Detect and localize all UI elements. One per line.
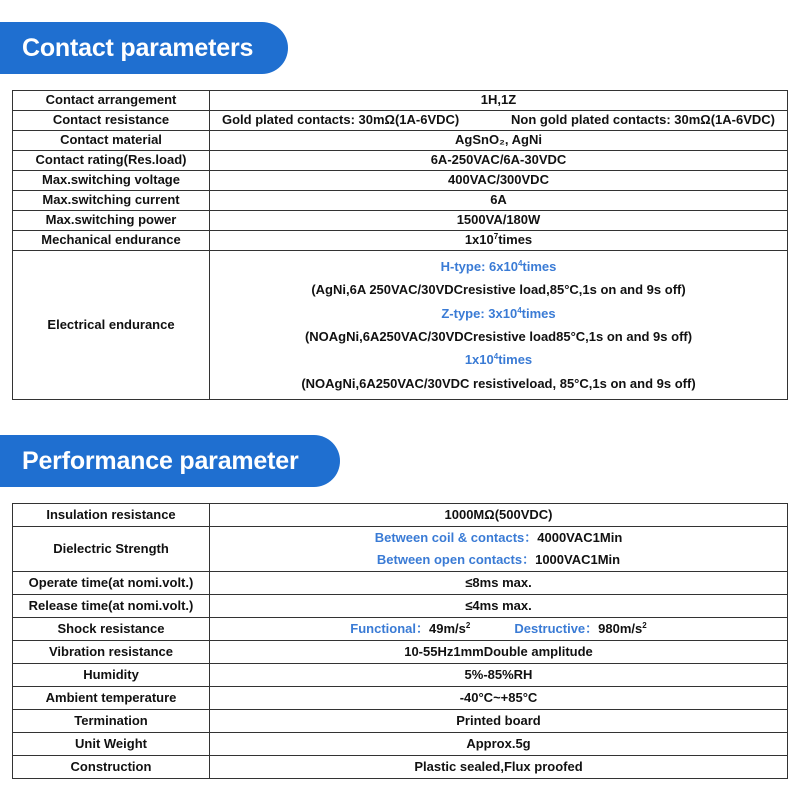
table-row	[13, 618, 788, 641]
row-label: Max.switching voltage	[13, 171, 210, 191]
row-label: Contact resistance	[13, 111, 210, 131]
table-row	[13, 572, 788, 595]
table-row	[13, 231, 788, 251]
table-row	[13, 756, 788, 779]
contact-parameters-table	[12, 90, 788, 400]
row-value: AgSnO₂, AgNi	[210, 131, 788, 151]
row-label: Contact rating(Res.load)	[13, 151, 210, 171]
row-value: 6A-250VAC/6A-30VDC	[210, 151, 788, 171]
row-value: 1000MΩ(500VDC)	[210, 504, 788, 527]
no-type-conditions: (NOAgNi,6A250VAC/30VDC resistiveload, 85°C,1s on and 9s off)	[301, 375, 696, 391]
performance-parameter-heading: Performance parameter	[0, 435, 340, 487]
mechanical-unit: times	[498, 232, 533, 248]
coil-contacts-line: Between coil & contacts：4000VAC1Min	[374, 530, 623, 545]
mechanical-exponent: 7	[493, 232, 499, 242]
gold-contact-resistance: Gold plated contacts: 30mΩ(1A-6VDC)	[222, 112, 460, 128]
table-row	[13, 211, 788, 231]
table-row	[13, 131, 788, 151]
table-row	[13, 504, 788, 527]
row-label: Construction	[13, 756, 210, 779]
row-label: Operate time(at nomi.volt.)	[13, 572, 210, 595]
table-row	[13, 687, 788, 710]
row-label: Release time(at nomi.volt.)	[13, 595, 210, 618]
row-value: Approx.5g	[210, 733, 788, 756]
table-row	[13, 710, 788, 733]
row-value: 1500VA/180W	[210, 211, 788, 231]
h-type-conditions: (AgNi,6A 250VAC/30VDCresistive load,85°C,1s on and 9s off)	[311, 282, 686, 298]
table-row	[13, 733, 788, 756]
row-label: Contact material	[13, 131, 210, 151]
row-label: Max.switching power	[13, 211, 210, 231]
row-label: Mechanical endurance	[13, 231, 210, 251]
row-value: 10-55Hz1mmDouble amplitude	[210, 641, 788, 664]
row-value: Plastic sealed,Flux proofed	[210, 756, 788, 779]
table-row	[13, 251, 788, 400]
table-row	[13, 527, 788, 572]
row-value: -40°C~+85°C	[210, 687, 788, 710]
table-row	[13, 191, 788, 211]
row-value: 5%-85%RH	[210, 664, 788, 687]
table-row	[13, 641, 788, 664]
row-label: Contact arrangement	[13, 91, 210, 111]
contact-parameters-heading: Contact parameters	[0, 22, 288, 74]
table-row	[13, 595, 788, 618]
z-type-line: Z-type: $3x10^4times$	[441, 305, 556, 321]
mechanical-base: 1x10	[464, 232, 494, 248]
non-gold-contact-resistance: Non gold plated contacts: 30mΩ(1A-6VDC)	[511, 112, 775, 128]
row-label: Termination	[13, 710, 210, 733]
row-label: Electrical endurance	[13, 251, 210, 400]
row-label: Humidity	[13, 664, 210, 687]
h-type-line: H-type: $6x10^4times$	[440, 259, 557, 275]
row-value	[210, 527, 788, 572]
shock-destructive: Destructive：$980m/s^2$	[514, 620, 647, 636]
row-value	[210, 231, 788, 251]
row-value	[210, 618, 788, 641]
shock-functional: Functional：$49m/s^2$	[350, 620, 471, 636]
open-contacts-line: Between open contacts：1000VAC1Min	[376, 552, 621, 567]
row-value	[210, 251, 788, 400]
row-value: Printed board	[210, 710, 788, 733]
performance-parameter-table	[12, 503, 788, 779]
row-label: Ambient temperature	[13, 687, 210, 710]
row-label: Unit Weight	[13, 733, 210, 756]
row-label: Shock resistance	[13, 618, 210, 641]
row-value: ≤8ms max.	[210, 572, 788, 595]
z-type-conditions: (NOAgNi,6A250VAC/30VDCresistive load85°C,1s on and 9s off)	[304, 329, 693, 344]
row-label: Max.switching current	[13, 191, 210, 211]
row-value: ≤4ms max.	[210, 595, 788, 618]
table-row	[13, 151, 788, 171]
row-label: Vibration resistance	[13, 641, 210, 664]
row-label: Insulation resistance	[13, 504, 210, 527]
table-row	[13, 91, 788, 111]
table-row	[13, 171, 788, 191]
row-value: 400VAC/300VDC	[210, 171, 788, 191]
row-value: 1H,1Z	[210, 91, 788, 111]
row-value: 6A	[210, 191, 788, 211]
row-value	[210, 111, 788, 131]
table-row	[13, 664, 788, 687]
no-type-line: $1x10^4times$	[464, 352, 533, 368]
row-label: Dielectric Strength	[13, 527, 210, 572]
table-row	[13, 111, 788, 131]
